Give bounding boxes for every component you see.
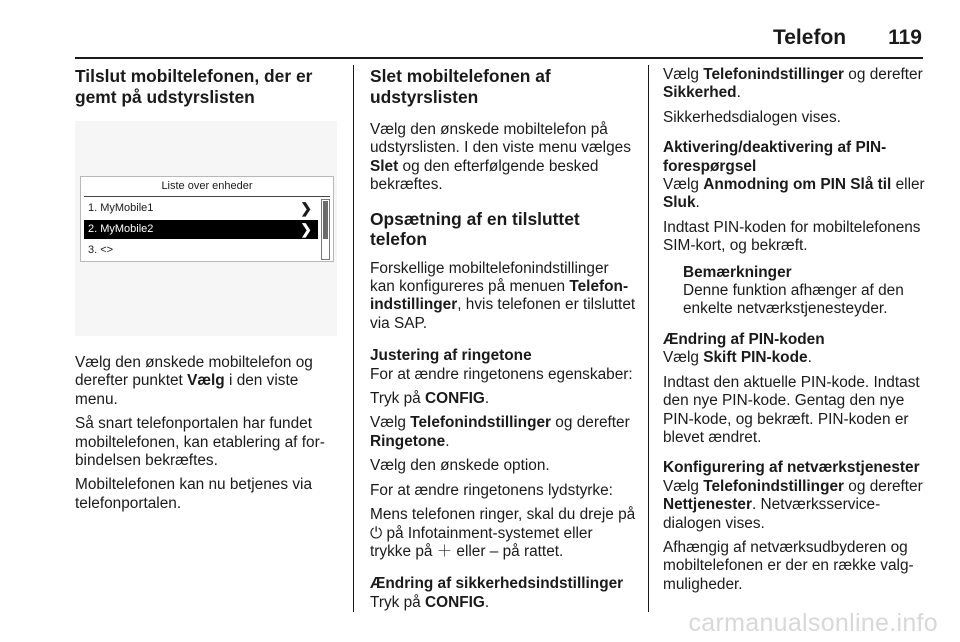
header-rule bbox=[75, 57, 923, 59]
paragraph: For at ændre ringetonens egenskaber: bbox=[370, 365, 633, 383]
title-separator bbox=[84, 196, 330, 197]
subheading-ringtone: Justering af ringetone bbox=[370, 347, 532, 365]
device-row-2-selected bbox=[84, 220, 318, 239]
device-list-title: Liste over enheder bbox=[161, 180, 253, 192]
section-heading-delete: Slet mobiltelefonen af udstyrslisten bbox=[370, 66, 551, 107]
paragraph: Vælg Skift PIN-kode. bbox=[663, 349, 812, 367]
paragraph: For at ændre ringetonens lydstyrke: bbox=[370, 481, 613, 499]
column-divider-2 bbox=[648, 65, 649, 612]
paragraph: Afhængig af netværksudbyderen og mobiltelefonen er der en række valgmuligheder. bbox=[663, 538, 914, 593]
subheading-network-services: Konfigurering af netværkstjenester bbox=[663, 459, 920, 477]
paragraph: Så snart telefonportalen har fundet mobiltelefonen, kan etablering af forbindelsen bekræftes. bbox=[75, 415, 325, 470]
paragraph: Vælg Telefonindstillinger og derefter Ringetone. bbox=[370, 414, 630, 450]
page-header bbox=[773, 26, 922, 50]
paragraph: Vælg Telefonindstillinger og derefter Nettjenester. Netværksservicedialogen vises. bbox=[663, 477, 923, 532]
device-row-3 bbox=[84, 241, 318, 260]
subheading-pin-request: Aktivering/deaktivering af PIN-forespørgsel bbox=[663, 139, 887, 175]
column-divider-1 bbox=[353, 65, 354, 612]
note-title: Bemærkninger bbox=[683, 263, 792, 281]
paragraph: Sikkerhedsdialogen vises. bbox=[663, 108, 841, 126]
scrollbar-thumb bbox=[323, 201, 328, 239]
column-2 bbox=[370, 66, 636, 618]
subheading-security: Ændring af sikkerhedsindstillinger bbox=[370, 575, 624, 593]
device-row-label: 1. MyMobile1 bbox=[88, 202, 154, 214]
section-heading-setup: Opsætning af en tilsluttet telefon bbox=[370, 208, 580, 250]
paragraph: Vælg den ønskede mobiltelefon på udstyrslisten. I den viste menu vælges Slet og den efterfølgende besked bekræftes. bbox=[370, 121, 631, 194]
paragraph: Mens telefonen ringer, skal du dreje på ⏻ på Infotainment-systemet eller trykke på ＋ eller – på rattet. bbox=[370, 506, 636, 560]
paragraph: Vælg Anmodning om PIN Slå til eller Sluk. bbox=[663, 176, 925, 212]
column-1 bbox=[75, 66, 345, 519]
chevron-right-icon: ❯ bbox=[300, 221, 312, 237]
device-row-label: 2. MyMobile2 bbox=[88, 223, 154, 235]
column-3 bbox=[663, 66, 928, 600]
chevron-right-icon: ❯ bbox=[300, 200, 312, 216]
scrollbar bbox=[321, 199, 330, 260]
paragraph: Indtast PIN-koden for mobiltelefonens SIM-kort, og bekræft. bbox=[663, 218, 921, 255]
paragraph: Vælg den ønskede option. bbox=[370, 457, 550, 475]
device-row-1 bbox=[84, 199, 318, 218]
watermark: carmanualsonline.info bbox=[688, 609, 938, 637]
note-body: Denne funktion afhænger af den enkelte netværkstjenesteyder. bbox=[683, 282, 904, 318]
device-list-screenshot bbox=[75, 121, 337, 336]
device-list-panel bbox=[80, 176, 334, 262]
paragraph: Forskellige mobiltelefonindstillinger kan konfigureres på menuen Telefonindstillinger, hvis telefonen er tilsluttet via SAP. bbox=[370, 259, 636, 332]
paragraph: Indtast den aktuelle PIN-kode. Indtast den nye PIN-kode. Gentag den nye PIN-kode, og bekræft. PIN-koden er blevet ændret. bbox=[663, 373, 920, 446]
note-block bbox=[663, 264, 928, 319]
paragraph: Tryk på CONFIG. bbox=[370, 390, 490, 408]
paragraph: Tryk på CONFIG. bbox=[370, 593, 490, 611]
subheading-change-pin: Ændring af PIN-koden bbox=[663, 330, 825, 348]
paragraph: Vælg Telefonindstillinger og derefter Sikkerhed. bbox=[663, 66, 923, 102]
section-heading-connect: Tilslut mobiltelefonen, der er gemt på udstyrslisten bbox=[75, 66, 313, 107]
paragraph: Mobiltelefonen kan nu betjenes via telefonportalen. bbox=[75, 476, 313, 512]
device-row-label: 3. <> bbox=[88, 244, 114, 256]
page-title: Telefon bbox=[772, 26, 847, 49]
paragraph: Vælg den ønskede mobiltelefon og derefter punktet Vælg i den viste menu. bbox=[75, 354, 313, 408]
page-number: 119 bbox=[888, 26, 922, 49]
